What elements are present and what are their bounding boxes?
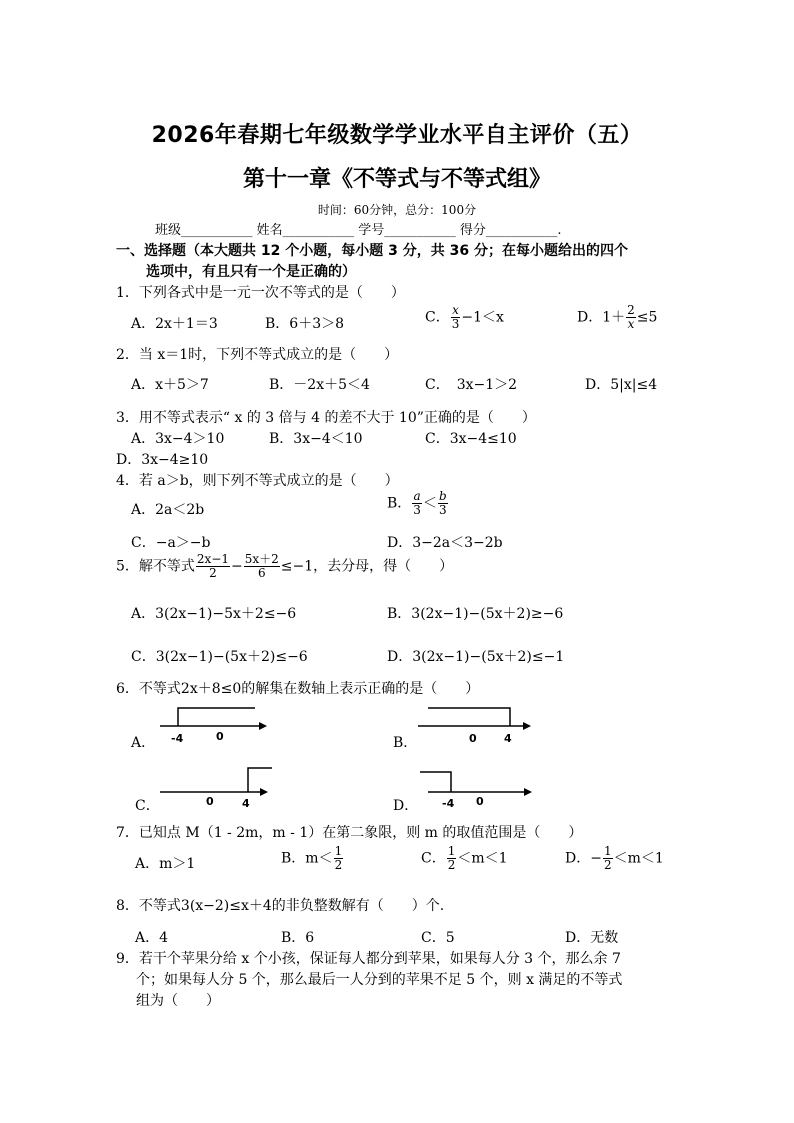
- q6-number-line-d: [418, 760, 538, 810]
- q3-option-d: D．3x−4≥10: [116, 452, 209, 468]
- q1-d-fraction: [626, 304, 636, 331]
- q4-option-c: C．−a＞−b: [131, 535, 211, 551]
- q2-option-b: B．－2x＋5＜4: [269, 377, 370, 393]
- section-heading-cont: 选项中，有且只有一个是正确的）: [146, 264, 356, 280]
- q7-option-c: [421, 845, 508, 872]
- q6-option-c: C．: [135, 798, 160, 814]
- q3-option-b: B．3x−4＜10: [269, 431, 363, 447]
- question-1-stem: 1．下列各式中是一元一次不等式的是（ ）: [116, 285, 405, 301]
- question-6-stem: 6．不等式2x＋8≤0的解集在数轴上表示正确的是（ ）: [116, 681, 480, 697]
- q4-b-denominator-1: 3: [413, 503, 421, 517]
- q7-c-numerator: 1: [447, 844, 456, 858]
- question-4-stem: 4．若 a＞b，则下列不等式成立的是（ ）: [116, 473, 399, 489]
- q1-option-c: [425, 304, 504, 331]
- q4-b-denominator-2: 3: [438, 503, 447, 517]
- q7-d-prefix: D．−: [565, 850, 602, 867]
- question-3-stem: 3．用不等式表示“ x 的 3 倍与 4 的差不大于 10”正确的是（ ）: [116, 410, 536, 426]
- q4-b-prefix: B．: [387, 495, 412, 512]
- q7-d-numerator: 1: [603, 844, 612, 858]
- q6-option-b: B．: [393, 735, 418, 751]
- q6-b-label-0: 0: [469, 732, 477, 745]
- q1-d-denominator: x: [627, 317, 635, 331]
- chapter-subtitle: 第十一章《不等式与不等式组》: [242, 167, 551, 192]
- question-9-line-3: 组为（ ）: [136, 993, 220, 1009]
- q4-b-numerator-1: a: [413, 489, 421, 503]
- q1-d-prefix: D．1＋: [577, 309, 626, 326]
- q6-c-label-4: 4: [242, 797, 250, 810]
- q7-d-suffix: ＜m＜1: [613, 850, 664, 867]
- q5-stem-prefix: 5．解不等式: [116, 558, 195, 575]
- q6-option-d: D．: [393, 798, 419, 814]
- q5-option-c: C．3(2x−1)−(5x＋2)≤−6: [131, 649, 308, 665]
- q7-b-denominator: 2: [334, 858, 343, 872]
- q4-b-fraction-2: [438, 490, 448, 517]
- q1-d-numerator: 2: [627, 303, 635, 317]
- q6-a-label-0: 0: [216, 730, 224, 743]
- q7-b-fraction: [334, 845, 344, 872]
- q1-option-a: A．2x＋1＝3: [131, 316, 218, 332]
- q7-d-denominator: 2: [603, 858, 612, 872]
- q5-option-d: D．3(2x−1)−(5x＋2)≤−1: [387, 649, 565, 665]
- q7-c-prefix: C．: [421, 850, 446, 867]
- q1-option-b: B．6＋3＞8: [265, 316, 345, 332]
- q5-fraction-1: [196, 553, 230, 580]
- q1-c-fraction: [451, 304, 461, 331]
- q7-b-prefix: B．m＜: [281, 850, 333, 867]
- q7-option-b: [281, 845, 344, 872]
- q1-d-suffix: ≤5: [636, 309, 658, 326]
- q5-fraction-2: [244, 553, 280, 580]
- q6-d-label-0: 0: [476, 795, 484, 808]
- q7-d-fraction: [603, 845, 613, 872]
- q8-option-d: D．无数: [565, 930, 619, 946]
- q1-c-suffix: −1＜x: [461, 309, 504, 326]
- q5-f2-numerator: 5x＋2: [244, 552, 279, 566]
- q7-option-d: [565, 845, 664, 872]
- student-info-fields: 班级___________ 姓名___________ 学号___________ 得分___________.: [155, 223, 562, 238]
- q5-f1-numerator: 2x−1: [196, 552, 230, 566]
- q4-b-fraction-1: [412, 490, 422, 517]
- q8-option-c: C．5: [421, 930, 455, 946]
- question-9-line-2: 个；如果每人分 5 个，那么最后一人分到的苹果不足 5 个，则 x 满足的不等式: [136, 972, 623, 988]
- q6-b-label-4: 4: [504, 732, 512, 745]
- q2-option-d: D．5|x|≤4: [585, 377, 658, 393]
- q7-c-denominator: 2: [447, 858, 456, 872]
- q8-option-b: B．6: [281, 930, 315, 946]
- q1-c-numerator: x: [452, 303, 459, 317]
- q5-stem-suffix: ≤−1，去分母，得（ ）: [280, 558, 454, 575]
- q6-number-line-c: [160, 760, 280, 810]
- q6-number-line-b: [418, 700, 538, 750]
- question-8-stem: 8．不等式3(x−2)≤x＋4的非负整数解有（ ）个.: [116, 898, 445, 914]
- q5-f2-denominator: 6: [257, 566, 266, 580]
- section-heading: 一、选择题（本大题共 12 个小题，每小题 3 分，共 36 分；在每小题给出的四个: [116, 243, 628, 259]
- q3-option-a: A．3x−4＞10: [131, 431, 225, 447]
- q5-option-b: B．3(2x−1)−(5x＋2)≥−6: [387, 606, 564, 622]
- q5-option-a: A．3(2x−1)−5x＋2≤−6: [131, 606, 297, 622]
- page-title: 2026年春期七年级数学学业水平自主评价（五）: [151, 123, 643, 148]
- question-5-stem: [116, 553, 453, 580]
- q7-option-a: A．m＞1: [135, 856, 196, 872]
- q6-number-line-a: [155, 700, 275, 750]
- q5-f1-denominator: 2: [209, 566, 217, 580]
- q4-b-middle: ＜: [422, 495, 437, 512]
- q6-option-a: A．: [131, 735, 156, 751]
- q4-b-numerator-2: b: [438, 489, 447, 503]
- q6-c-label-0: 0: [206, 795, 214, 808]
- question-2-stem: 2．当 x＝1时，下列不等式成立的是（ ）: [116, 347, 399, 363]
- q4-option-a: A．2a＜2b: [131, 502, 205, 518]
- q8-option-a: A．4: [135, 930, 169, 946]
- question-7-stem: 7．已知点 M（1 - 2m，m - 1）在第二象限，则 m 的取值范围是（ ）: [116, 825, 583, 841]
- q7-c-fraction: [447, 845, 457, 872]
- q6-a-label-neg4: -4: [171, 732, 184, 745]
- q5-minus: −: [231, 558, 243, 575]
- q1-option-d: [577, 304, 657, 331]
- q2-option-a: A．x＋5＞7: [131, 377, 209, 393]
- q7-b-numerator: 1: [334, 844, 343, 858]
- q2-option-c: C． 3x−1＞2: [425, 377, 518, 393]
- q1-c-prefix: C．: [425, 309, 450, 326]
- q3-option-c: C．3x−4≤10: [425, 431, 517, 447]
- q1-c-denominator: 3: [451, 317, 460, 331]
- q4-option-d: D．3−2a＜3−2b: [387, 535, 503, 551]
- q6-d-label-neg4: -4: [442, 797, 455, 810]
- exam-meta: 时间：60分钟，总分：100分: [317, 203, 477, 217]
- q4-option-b: [387, 490, 449, 517]
- question-9-line-1: 9．若干个苹果分给 x 个小孩，保证每人都分到苹果，如果每人分 3 个，那么余 7: [116, 951, 621, 967]
- q7-c-suffix: ＜m＜1: [457, 850, 508, 867]
